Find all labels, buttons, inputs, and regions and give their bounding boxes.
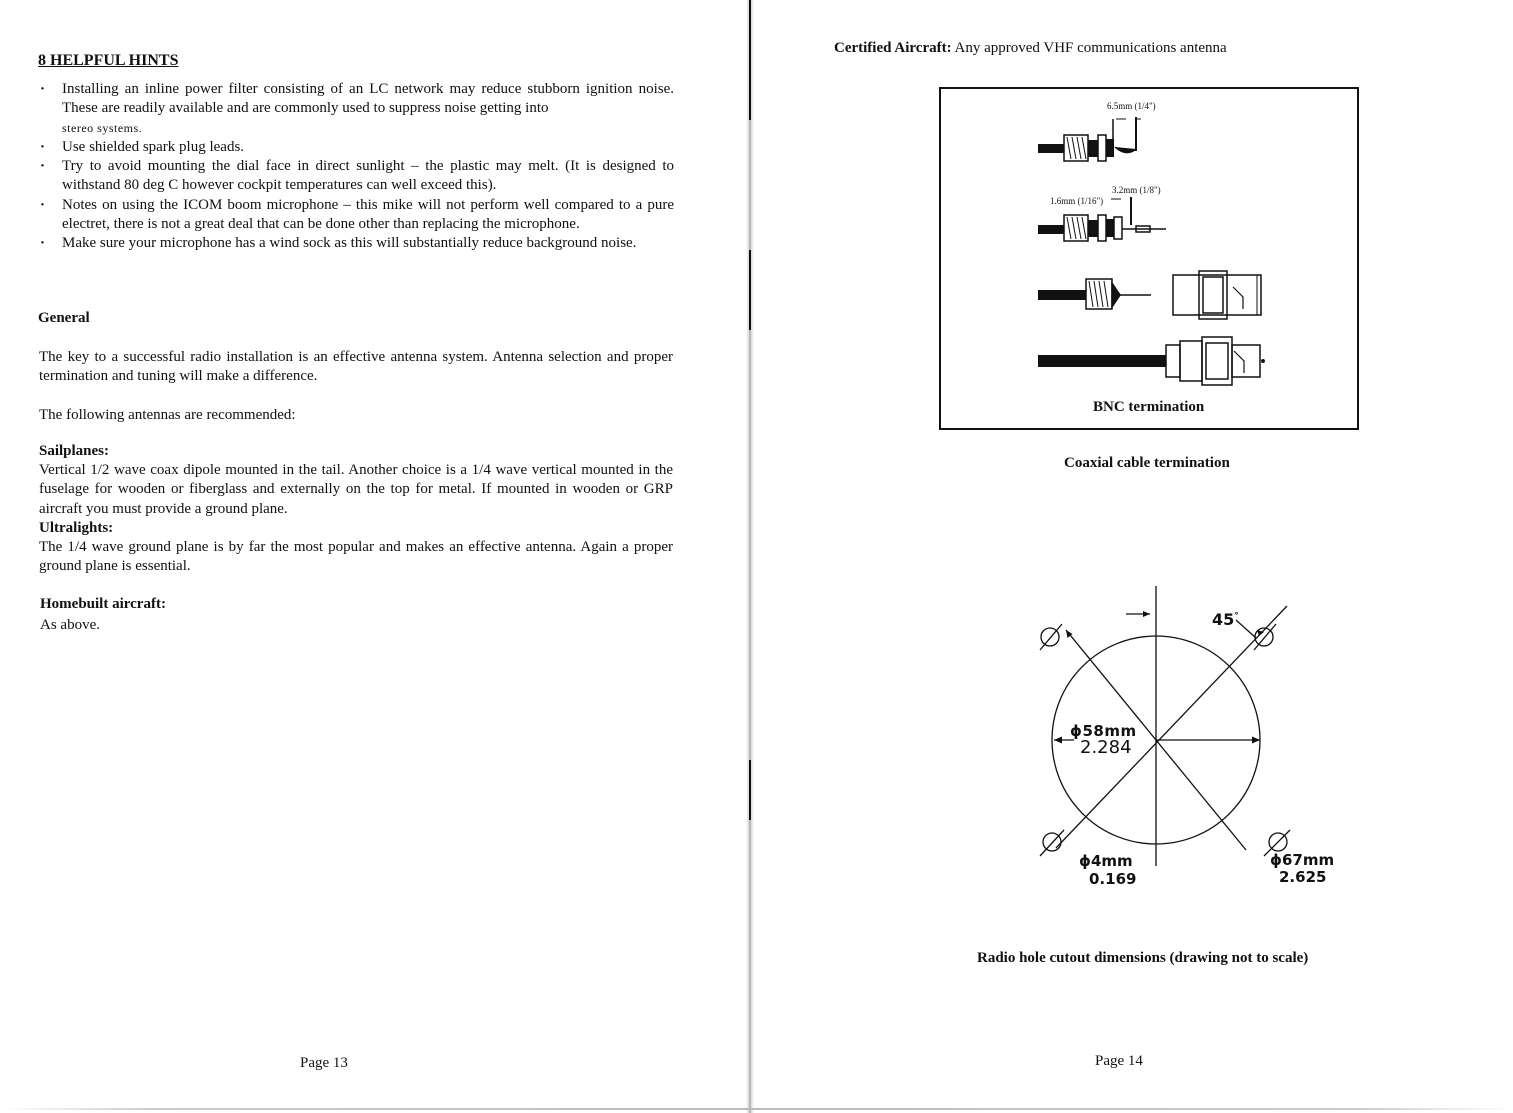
- general-heading: General: [38, 310, 90, 326]
- dim-mid-left-label: 1.6mm (1/16"): [1050, 196, 1104, 206]
- hint-text: Installing an inline power filter consisting of an LC network may reduce stubborn ignition noise. These are readily available and are commonly used to suppress noise getting into: [62, 81, 674, 117]
- certified-aircraft-line: [834, 40, 1227, 57]
- dim-mid-right-label: 3.2mm (1/8"): [1112, 185, 1161, 195]
- outer-diameter-mm: ϕ67mm: [1270, 851, 1335, 869]
- dim-top-label: 6.5mm (1/4"): [1107, 101, 1156, 111]
- center-diameter-mm: ϕ58mm: [1070, 722, 1137, 740]
- hints-list: [38, 80, 674, 254]
- hint-text: Notes on using the ICOM boom microphone – this mike will not perform well compared to a pure electret, there is not a great deal that can be done other than replacing the microphone.: [62, 196, 674, 233]
- list-item: [38, 234, 674, 253]
- hint-text: Use shielded spark plug leads.: [62, 138, 245, 155]
- left-page: [0, 0, 748, 1113]
- angle-label: 45°: [1212, 610, 1239, 629]
- page-number: Page 13: [300, 1055, 348, 1071]
- right-page: [754, 0, 1513, 1113]
- book-gutter: [746, 0, 754, 1113]
- cutout-caption: Radio hole cutout dimensions (drawing not to scale): [977, 950, 1309, 966]
- center-diameter-in: 2.284: [1080, 737, 1132, 758]
- gutter-edge: [749, 250, 751, 330]
- list-item: [38, 157, 674, 196]
- bnc-step-3: [1038, 271, 1261, 319]
- list-item: [38, 196, 674, 235]
- homebuilt-heading: Homebuilt aircraft:: [40, 596, 166, 612]
- list-item: [38, 80, 674, 138]
- recommended-text: The following antennas are recommended:: [39, 407, 296, 423]
- ultralights-text: The 1/4 wave ground plane is by far the most popular and makes an effective antenna. Again a proper ground plane is essential.: [39, 539, 673, 575]
- outer-diameter-in: 2.625: [1279, 868, 1327, 886]
- homebuilt-text: As above.: [40, 617, 100, 633]
- bnc-step-2: [1038, 197, 1166, 241]
- bnc-termination-box: [939, 87, 1359, 430]
- page-number: Page 14: [1095, 1053, 1143, 1069]
- hint-text-tail: stereo systems.: [62, 120, 143, 135]
- gutter-edge: [749, 760, 751, 820]
- certified-text: Any approved VHF communications antenna: [951, 40, 1227, 56]
- hint-text: Try to avoid mounting the dial face in direct sunlight – the plastic may melt. (It is designed to withstand 80 deg C however cockpit temperatures can well exceed this).: [62, 158, 674, 194]
- hint-text: Make sure your microphone has a wind sock as this will substantially reduce background noise.: [62, 235, 637, 252]
- bnc-step-4: [1038, 337, 1264, 385]
- sailplanes-heading: Sailplanes:: [39, 443, 110, 459]
- hole-diameter-in: 0.169: [1089, 870, 1137, 888]
- sailplanes-text: Vertical 1/2 wave coax dipole mounted in the tail. Another choice is a 1/4 wave vertical mounted in the fuselage for wooden or fiberglass and externally on the top for metal. If mounted in wooden or GRP aircraft you must provide a ground plane.: [39, 462, 673, 517]
- list-item: [38, 138, 674, 157]
- ultralights-heading: Ultralights:: [39, 520, 114, 536]
- certified-label: Certified Aircraft:: [834, 40, 952, 56]
- hole-diameter-mm: ϕ4mm: [1079, 852, 1133, 870]
- coax-caption: Coaxial cable termination: [1064, 455, 1230, 471]
- bnc-step-1: [1038, 117, 1141, 161]
- general-text: The key to a successful radio installation is an effective antenna system. Antenna selection and proper termination and tuning will make a difference.: [39, 349, 673, 385]
- bnc-connector-drawing: [941, 89, 1357, 428]
- bnc-label: BNC termination: [1093, 399, 1205, 415]
- gutter-edge: [749, 0, 751, 120]
- section-title: 8 HELPFUL HINTS: [38, 52, 179, 69]
